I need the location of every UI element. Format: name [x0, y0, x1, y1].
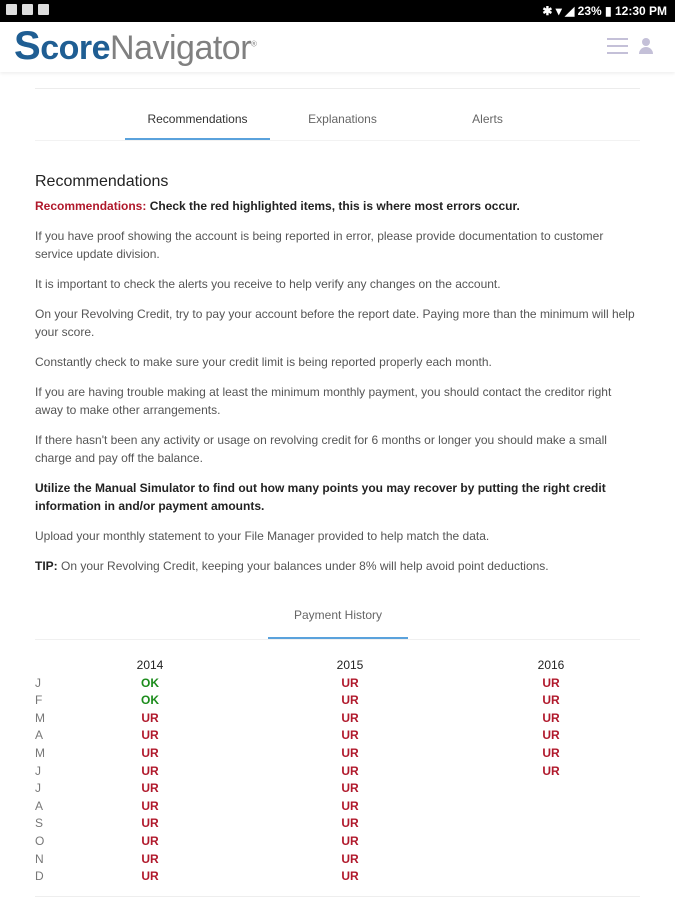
payment-status: UR: [341, 728, 359, 743]
tab-explanations[interactable]: Explanations: [308, 112, 377, 126]
payment-status: UR: [341, 675, 359, 690]
clock: 12:30 PM: [614, 4, 667, 18]
payment-status: OK: [141, 693, 159, 708]
month-label: J: [35, 781, 41, 796]
payment-status: UR: [141, 851, 159, 866]
section-heading: Recommendations: [35, 173, 169, 190]
payment-status: UR: [341, 710, 359, 725]
month-row: [35, 745, 640, 763]
payment-status: UR: [141, 798, 159, 813]
flipboard-icon: [22, 4, 33, 15]
month-row: [35, 833, 640, 851]
recommendation-item: It is important to check the alerts you receive to help verify any changes on the account.: [35, 277, 501, 291]
recommendation-item: If you have proof showing the account is being reported in error, please provide documentation to customer service update division.: [35, 229, 604, 261]
tab-alerts[interactable]: Alerts: [472, 112, 503, 126]
payment-status: UR: [341, 781, 359, 796]
status-bar: ✱ ▾ ◢ 23% ▮ 12:30 PM: [0, 0, 675, 22]
year-header: 2015: [336, 658, 364, 672]
payment-status: UR: [341, 745, 359, 760]
recommendations-panel: [35, 173, 640, 587]
tab-payment-history[interactable]: Payment History: [268, 608, 408, 639]
month-label: S: [35, 816, 44, 831]
payment-history-grid: [35, 657, 640, 886]
month-row: [35, 815, 640, 833]
year-header: 2014: [136, 658, 164, 672]
month-row: [35, 675, 640, 693]
lead-text: Recommendations: Check the red highlighted items, this is where most errors occur.: [35, 199, 520, 213]
hamburger-menu-icon[interactable]: [607, 38, 628, 54]
payment-status: UR: [141, 710, 159, 725]
signal-icons: ✱ ▾ ◢: [542, 4, 578, 18]
scorenavigator-logo[interactable]: ScoreNavigator®: [14, 24, 257, 68]
payment-status: UR: [341, 693, 359, 708]
payment-status: UR: [141, 745, 159, 760]
recommendation-item: On your Revolving Credit, try to pay your account before the report date. Paying more than the minimum will help your score.: [35, 307, 635, 339]
notification-icons: [6, 4, 49, 15]
month-label: J: [35, 675, 41, 690]
tip: TIP: On your Revolving Credit, keeping your balances under 8% will help avoid point deductions.: [35, 559, 549, 573]
app-header: [0, 22, 675, 72]
battery-level: 23%: [577, 4, 602, 18]
payment-status: UR: [341, 763, 359, 778]
month-row: [35, 868, 640, 886]
tab-recommendations[interactable]: Recommendations: [125, 104, 270, 140]
month-row: [35, 692, 640, 710]
user-icon[interactable]: [638, 38, 654, 54]
payment-status: UR: [542, 728, 560, 743]
divider: [35, 140, 640, 141]
simulator-note: Utilize the Manual Simulator to find out how many points you may recover by putting the right credit information in and/or payment amounts.: [35, 481, 606, 513]
month-label: A: [35, 728, 44, 743]
month-label: [35, 657, 90, 675]
recommendation-item: If you are having trouble making at least the minimum monthly payment, you should contact the creditor right away to make other arrangements.: [35, 385, 612, 417]
payment-status: UR: [141, 833, 159, 848]
payment-status: UR: [141, 816, 159, 831]
divider: [35, 639, 640, 640]
month-row: [35, 798, 640, 816]
month-row: [35, 763, 640, 781]
upload-note: Upload your monthly statement to your File Manager provided to help match the data.: [35, 529, 490, 543]
divider: [35, 88, 640, 89]
payment-status: UR: [341, 833, 359, 848]
payment-status: UR: [341, 816, 359, 831]
year-header-row: [35, 657, 640, 675]
payment-status: UR: [542, 693, 560, 708]
month-row: [35, 727, 640, 745]
month-label: N: [35, 851, 44, 866]
recommendation-item: If there hasn't been any activity or usage on revolving credit for 6 months or longer you should make a small charge and pay off the balance.: [35, 433, 607, 465]
month-label: A: [35, 798, 44, 813]
payment-status: UR: [341, 798, 359, 813]
month-row: [35, 710, 640, 728]
payment-status: UR: [542, 710, 560, 725]
payment-status: OK: [141, 675, 159, 690]
payment-status: UR: [542, 763, 560, 778]
tab-bar: [125, 104, 560, 140]
month-label: M: [35, 710, 45, 725]
month-row: [35, 780, 640, 798]
gallery-icon: [6, 4, 17, 15]
divider: [35, 896, 640, 897]
month-label: F: [35, 693, 43, 708]
payment-status: UR: [141, 728, 159, 743]
month-label: J: [35, 763, 41, 778]
payment-status: UR: [341, 869, 359, 884]
payment-status: UR: [141, 781, 159, 796]
month-label: M: [35, 745, 45, 760]
year-header: 2016: [537, 658, 565, 672]
payment-status: UR: [141, 869, 159, 884]
month-label: O: [35, 833, 45, 848]
payment-status: UR: [542, 745, 560, 760]
payment-status: UR: [542, 675, 560, 690]
payment-status: UR: [341, 851, 359, 866]
month-label: D: [35, 869, 44, 884]
month-row: [35, 851, 640, 869]
recommendation-item: Constantly check to make sure your credit limit is being reported properly each month.: [35, 355, 492, 369]
file-icon: [38, 4, 49, 15]
payment-status: UR: [141, 763, 159, 778]
